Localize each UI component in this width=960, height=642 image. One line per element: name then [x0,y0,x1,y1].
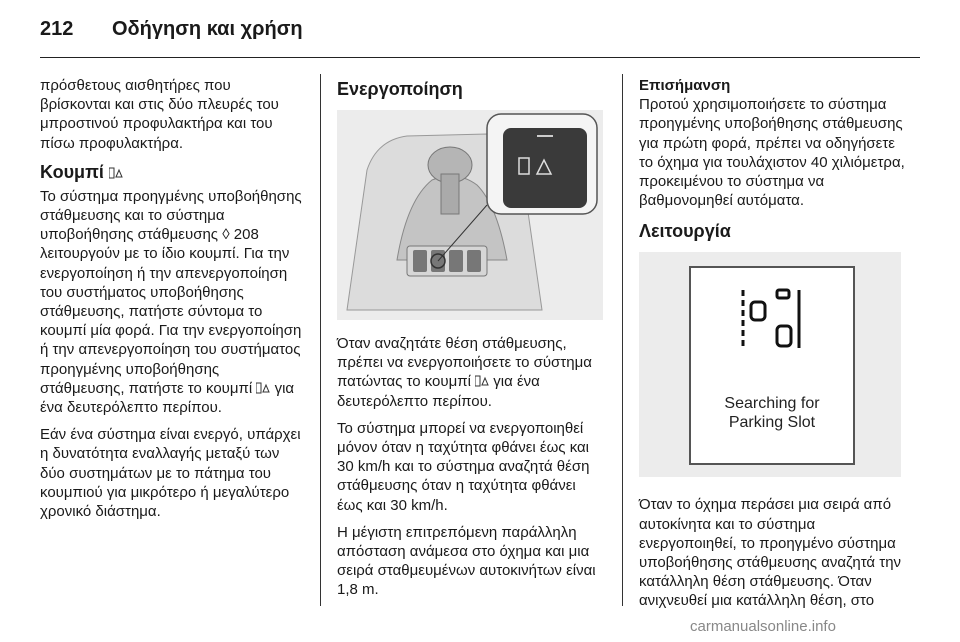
intro-paragraph: πρόσθετους αισθητήρες που βρίσκονται και στις δύο πλευρές του μπροστινού προφυλακτήρα και του πίσω προφυλακτήρα. [40,77,279,152]
operation-paragraph: Όταν το όχημα περάσει μια σειρά από αυτοκίνητα και το σύστημα ενεργοποιηθεί, το προηγμένο σύστημα υποβοήθησης στάθμευσης αναζητά την κατάλληλη θέση στάθμευσης. Όταν ανιχνευθεί μια κατάλληλη θέση, στο [639,496,902,610]
display-message [691,394,853,432]
park-assist-icon [475,375,489,387]
page-header [40,14,920,48]
right-column [639,76,905,619]
display-line-1: Searching for [724,395,820,413]
display-line-2: Parking Slot [728,414,816,432]
distance-paragraph: Η μέγιστη επιτρεπόμενη παράλληλη απόσταση ανάμεσα στο όχημα και μια σειρά σταθμευμένων αυτοκινήτων είναι 1,8 m. [337,523,596,599]
middle-column [337,76,604,608]
driver-display-illustration [639,252,901,477]
note-heading: Επισήμανση [639,77,731,94]
gear-console-illustration [337,110,603,320]
gear-console-drawing [337,110,603,320]
button-heading-text: Κουμπί [40,161,104,182]
activation-text-b: για ένα δευτερόλεπτο περίπου. [337,373,540,410]
page-title: Οδήγηση και χρήση [112,18,303,40]
page-number: 212 [40,18,74,40]
display-screen [689,266,855,465]
page-ref-arrow-icon: ◊ [222,226,230,244]
header-rule [40,57,920,58]
operation-heading: Λειτουργία [639,221,731,242]
switching-paragraph: Εάν ένα σύστημα είναι ενεργό, υπάρχει η δυνατότητα εναλλαγής μεταξύ των δύο συστημάτων με το πάτημα του κουμπιού για μικρότερο ή μεγαλύτερο χρονικό διάστημα. [40,426,301,521]
note-paragraph: Προτού χρησιμοποιήσετε το σύστημα προηγμένης υποβοήθησης στάθμευσης για πρώτη φορά, πρέπει να οδηγήσετε το όχημα για τουλάχιστον 40 χιλιόμετρα, προκειμένου το σύστημα να βαθμονομηθεί αυτόματα. [639,96,905,210]
park-assist-icon [109,167,123,179]
park-assist-icon [256,382,270,394]
button-text-a: Το σύστημα προηγμένης υποβοήθησης στάθμευσης και το σύστημα υποβοήθησης στάθμευσης [40,187,302,244]
activation-heading: Ενεργοποίηση [337,79,463,99]
button-paragraph [40,187,304,417]
page-reference: 208 [233,226,259,244]
column-divider [320,74,321,606]
column-divider [622,74,623,606]
activation-paragraph [337,334,604,411]
activation-text-a: Όταν αναζητάτε θέση στάθμευσης, πρέπει να ενεργοποιήσετε το σύστημα πατώντας το κουμπί [337,335,592,391]
parking-slot-graphic [691,268,853,388]
button-heading [40,161,304,183]
speed-paragraph: Το σύστημα μπορεί να ενεργοποιηθεί μόνον όταν η ταχύτητα φθάνει έως και 30 km/h και το σύστημα αναζητά θέση στάθμευσης όταν η ταχύτητα φθάνει έως και 30 km/h. [337,419,590,514]
left-column [40,76,304,529]
button-text-b: λειτουργούν με το ίδιο κουμπί. Για την ενεργοποίηση ή την απενεργοποίηση του συστήματος υποβοήθησης στάθμευσης, πατήστε σύντομα το κουμπί μία φορά. Για την ενεργοποίηση ή την απενεργοποίηση του συστήματος προηγμένης υποβοήθησης στάθμευσης, πατήστε το κουμπί [40,245,302,397]
watermark: carmanualsonline.info [690,618,836,635]
button-text-c: για ένα δευτερόλεπτο περίπου. [40,379,295,417]
